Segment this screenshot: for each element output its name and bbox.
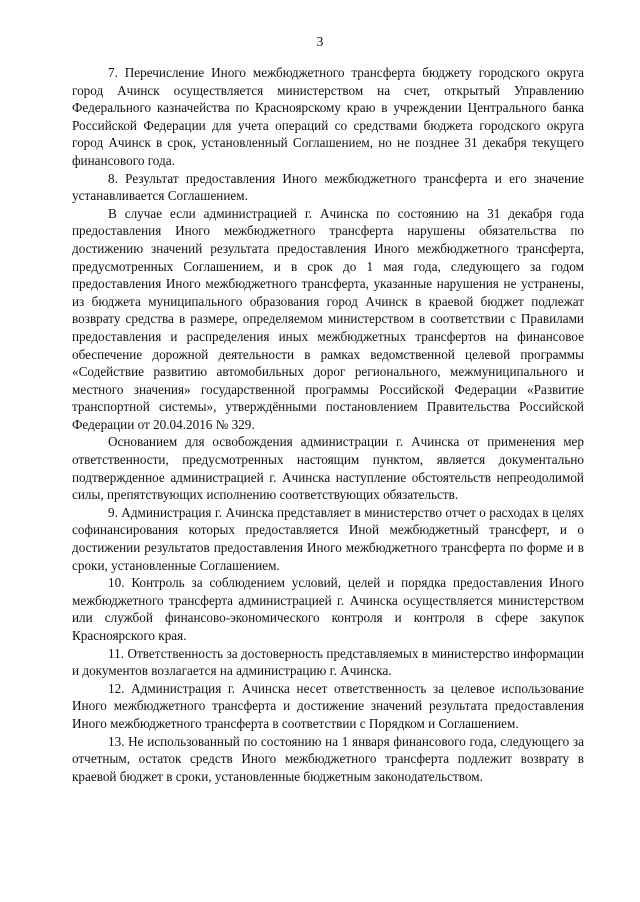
paragraph-12-target-use: 12. Администрация г. Ачинска несет ответственность за целевое использование Иного межбюджетного трансферта и достижение значений результата предоставления Иного межбюджетного трансферта в соответствии с Порядком и Соглашением. xyxy=(72,680,584,731)
paragraph-11-responsibility: 11. Ответственность за достоверность представляемых в министерство информации и документов возлагается на администрацию г. Ачинска. xyxy=(72,645,584,679)
page-number: 3 xyxy=(316,34,324,49)
paragraph-9-report: 9. Администрация г. Ачинска представляет в министерство отчет о расходах в целях софинансирования которых предоставляется Иной межбюджетный трансферт, и о достижении результатов предоставления Иного межбюджетного трансферта по форме и в сроки, установленные Соглашением. xyxy=(72,504,584,573)
paragraph-13-unused-balance: 13. Не использованный по состоянию на 1 января финансового года, следующего за отчетным, остаток средств Иного межбюджетного трансферта подлежит возврату в краевой бюджет в сроки, установленные бюджетным законодательством. xyxy=(72,733,584,784)
paragraph-10-control: 10. Контроль за соблюдением условий, целей и порядка предоставления Иного межбюджетного трансферта администрацией г. Ачинска осуществляется министерством или службой финансово-экономического контроля и контроля в сфере закупок Красноярского края. xyxy=(72,575,584,643)
document-body xyxy=(72,64,584,785)
paragraph-violation-return: В случае если администрацией г. Ачинска по состоянию на 31 декабря года предоставления Иного межбюджетного трансферта нарушены обязательства по достижению значений результата предоставления Иного межбюджетного трансферта, предусмотренных Соглашением, и в срок до 1 мая года, следующего за годом предоставления Иного межбюджетного трансферта, указанные нарушения не устранены, из бюджета муниципального образования город Ачинск в краевой бюджет подлежат возврату средства в размере, определяемом министерством в соответствии с Правилами предоставления и распределения иных межбюджетных трансфертов на финансовое обеспечение дорожной деятельности в рамках ведомственной целевой программы «Содействие развитию автомобильных дорог регионального, межмуниципального и местного значения» государственной программы Российской Федерации «Развитие транспортной системы», утверждёнными постановлением Правительства Российской Федерации от 20.04.2016 № 329. xyxy=(72,205,584,432)
paragraph-8-result: 8. Результат предоставления Иного межбюджетного трансферта и его значение устанавливается Соглашением. xyxy=(72,170,584,204)
paragraph-force-majeure: Основанием для освобождения администрации г. Ачинска от применения мер ответственности, предусмотренных настоящим пунктом, является документально подтвержденное администрацией г. Ачинска наступление обстоятельств непреодолимой силы, препятствующих исполнению соответствующих обязательств. xyxy=(72,434,584,503)
paragraph-7-transfer-procedure: 7. Перечисление Иного межбюджетного трансферта бюджету городского округа город Ачинск осуществляется министерством на счет, открытый Управлению Федерального казначейства по Красноярскому краю в учреждении Центрального банка Российской Федерации для учета операций со средствами бюджета городского округа город Ачинск в срок, установленный Соглашением, но не позднее 31 декабря текущего финансового года. xyxy=(72,65,584,168)
